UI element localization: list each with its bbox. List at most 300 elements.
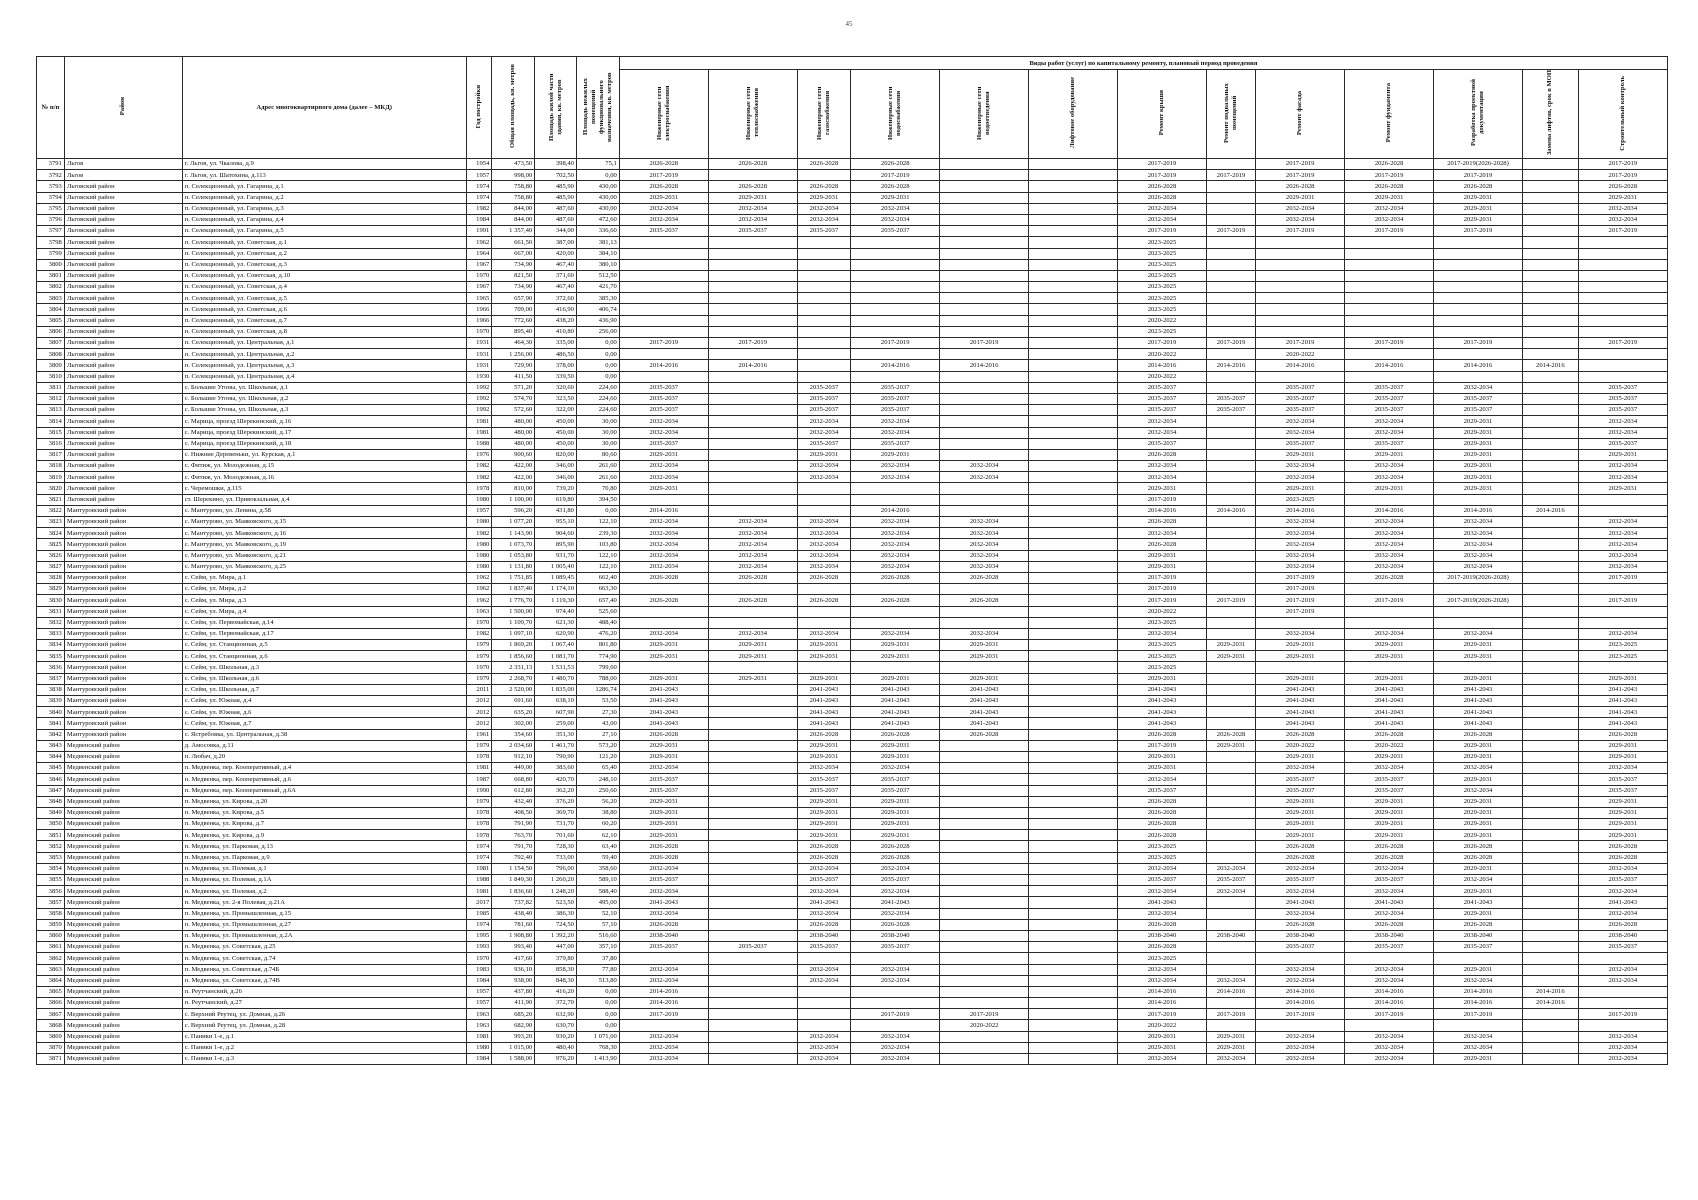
address-cell: п. Селекционный, ул. Центральная, д.2 <box>182 349 466 360</box>
work-period-cell <box>1029 785 1118 796</box>
work-period-cell: 2026-2028 <box>1345 852 1434 863</box>
work-period-cell <box>708 684 797 695</box>
work-period-cell <box>1522 628 1578 639</box>
work-period-cell: 2029-2031 <box>797 830 851 841</box>
nonres-area-cell: 394,50 <box>576 494 619 505</box>
work-period-cell: 2014-2016 <box>1206 360 1255 371</box>
nonres-area-cell: 488,40 <box>576 617 619 628</box>
work-type-label: Инженерные сети теплоснабжения <box>744 86 760 140</box>
living-area-cell: 467,40 <box>535 259 577 270</box>
district-cell: Льговский район <box>64 494 182 505</box>
row-number: 3826 <box>37 550 65 561</box>
work-period-cell <box>940 159 1029 170</box>
work-period-cell <box>708 606 797 617</box>
work-period-cell: 2029-2031 <box>1256 819 1345 830</box>
row-number: 3814 <box>37 416 65 427</box>
address-cell: с. Марица, проезд Шерекинский, д.18 <box>182 438 466 449</box>
work-period-cell: 2035-2037 <box>1345 785 1434 796</box>
work-period-cell <box>708 371 797 382</box>
work-period-cell: 2029-2031 <box>797 640 851 651</box>
address-cell: с. Сейм, ул. Школьная, д.7 <box>182 684 466 695</box>
col-total-area-label: Общая площадь, кв. метров <box>509 64 517 149</box>
work-period-cell: 2020-2022 <box>1345 740 1434 751</box>
nonres-area-cell: 63,40 <box>576 841 619 852</box>
work-period-cell: 2029-2031 <box>1434 461 1523 472</box>
work-period-cell: 2029-2031 <box>708 651 797 662</box>
table-row <box>37 807 1668 818</box>
work-period-cell: 2017-2019 <box>1256 226 1345 237</box>
work-period-cell <box>797 584 851 595</box>
work-period-cell <box>1578 494 1667 505</box>
living-area-cell: 1 119,30 <box>535 595 577 606</box>
table-row <box>37 203 1668 214</box>
living-area-cell: 930,20 <box>535 1031 577 1042</box>
work-period-cell: 2041-2043 <box>619 684 708 695</box>
work-period-cell <box>1345 282 1434 293</box>
work-period-cell: 2041-2043 <box>1118 897 1207 908</box>
table-row <box>37 393 1668 404</box>
work-period-cell: 2041-2043 <box>940 696 1029 707</box>
year-cell: 2012 <box>466 696 492 707</box>
work-period-cell: 2035-2037 <box>619 875 708 886</box>
work-period-cell <box>1029 584 1118 595</box>
total-area-cell: 729,90 <box>492 360 535 371</box>
work-period-cell: 2017-2019 <box>1256 584 1345 595</box>
work-period-cell <box>1206 998 1255 1009</box>
table-body <box>37 159 1668 1065</box>
work-period-cell <box>1345 315 1434 326</box>
row-number: 3817 <box>37 449 65 460</box>
work-period-cell: 2032-2034 <box>1434 382 1523 393</box>
work-period-cell: 2038-2040 <box>797 930 851 941</box>
living-area-cell: 733,00 <box>535 852 577 863</box>
nonres-area-cell: 70,80 <box>576 483 619 494</box>
work-period-cell: 2026-2028 <box>1345 159 1434 170</box>
table-row <box>37 248 1668 259</box>
district-cell: Льговский район <box>64 259 182 270</box>
work-period-cell: 2041-2043 <box>1118 696 1207 707</box>
work-period-cell <box>797 304 851 315</box>
work-period-cell <box>708 584 797 595</box>
nonres-area-cell: 476,20 <box>576 628 619 639</box>
nonres-area-cell: 588,40 <box>576 886 619 897</box>
year-cell: 1976 <box>466 449 492 460</box>
work-period-cell: 2014-2016 <box>940 360 1029 371</box>
living-area-cell: 480,40 <box>535 1042 577 1053</box>
work-period-cell <box>1029 270 1118 281</box>
work-period-cell <box>1434 315 1523 326</box>
work-period-cell: 2026-2028 <box>1118 919 1207 930</box>
col-total-area-header <box>492 57 535 159</box>
year-cell: 1963 <box>466 1009 492 1020</box>
row-number: 3853 <box>37 852 65 863</box>
year-cell: 1974 <box>466 841 492 852</box>
work-period-cell: 2041-2043 <box>1256 707 1345 718</box>
work-period-cell <box>708 875 797 886</box>
year-cell: 1982 <box>466 461 492 472</box>
work-period-cell: 2032-2034 <box>851 517 940 528</box>
work-period-cell <box>1522 393 1578 404</box>
work-period-cell: 2020-2022 <box>1118 349 1207 360</box>
table-row <box>37 919 1668 930</box>
work-period-cell: 2041-2043 <box>1434 696 1523 707</box>
work-period-cell <box>940 248 1029 259</box>
district-cell: Льговский район <box>64 371 182 382</box>
work-period-cell <box>1522 606 1578 617</box>
nonres-area-cell: 336,60 <box>576 226 619 237</box>
table-row <box>37 1020 1668 1031</box>
table-row <box>37 1054 1668 1065</box>
work-period-cell: 2032-2034 <box>940 472 1029 483</box>
table-row <box>37 382 1668 393</box>
row-number: 3810 <box>37 371 65 382</box>
work-period-cell <box>1029 830 1118 841</box>
work-period-cell: 2032-2034 <box>1578 886 1667 897</box>
work-period-cell: 2035-2037 <box>797 785 851 796</box>
work-period-cell: 2017-2019 <box>1578 1009 1667 1020</box>
work-period-cell: 2032-2034 <box>1256 763 1345 774</box>
nonres-area-cell: 121,20 <box>576 751 619 762</box>
work-period-cell: 2035-2037 <box>1206 393 1255 404</box>
address-cell: п. Реутчанский, д.26 <box>182 986 466 997</box>
work-period-cell <box>1522 349 1578 360</box>
row-number: 3798 <box>37 237 65 248</box>
district-cell: Медвенский район <box>64 953 182 964</box>
living-area-cell: 320,60 <box>535 382 577 393</box>
work-period-cell <box>619 494 708 505</box>
work-period-cell <box>1029 159 1118 170</box>
nonres-area-cell: 430,00 <box>576 203 619 214</box>
work-period-cell <box>940 170 1029 181</box>
work-period-cell <box>619 259 708 270</box>
work-period-cell: 2026-2028 <box>1578 729 1667 740</box>
year-cell: 1931 <box>466 349 492 360</box>
table-row <box>37 908 1668 919</box>
work-period-cell <box>1434 248 1523 259</box>
total-area-cell: 993,20 <box>492 1031 535 1042</box>
work-period-cell <box>797 1020 851 1031</box>
work-period-cell: 2020-2022 <box>1256 740 1345 751</box>
row-number: 3820 <box>37 483 65 494</box>
work-period-cell: 2017-2019 <box>1345 338 1434 349</box>
work-period-cell <box>1029 461 1118 472</box>
work-period-cell: 2032-2034 <box>797 427 851 438</box>
total-area-cell: 895,40 <box>492 326 535 337</box>
work-period-cell <box>940 740 1029 751</box>
living-area-cell: 369,70 <box>535 807 577 818</box>
work-period-cell <box>797 248 851 259</box>
work-period-cell: 2032-2034 <box>1434 550 1523 561</box>
address-cell: с. Сейм, ул. Мира, д.1 <box>182 572 466 583</box>
table-row <box>37 550 1668 561</box>
living-area-cell: 351,30 <box>535 729 577 740</box>
table-row <box>37 483 1668 494</box>
work-period-cell: 2032-2034 <box>797 214 851 225</box>
address-cell: п. Медвенка, ул. Парковая, д.9 <box>182 852 466 863</box>
work-period-cell <box>1029 192 1118 203</box>
work-period-cell: 2032-2034 <box>1578 472 1667 483</box>
table-row <box>37 729 1668 740</box>
table-row <box>37 449 1668 460</box>
district-cell: Льговский район <box>64 237 182 248</box>
nonres-area-cell: 421,70 <box>576 282 619 293</box>
work-period-cell <box>1029 953 1118 964</box>
work-period-cell <box>1578 584 1667 595</box>
address-cell: с. Марица, проезд Шерекинский, д.16 <box>182 416 466 427</box>
living-area-cell: 702,50 <box>535 170 577 181</box>
district-cell: Льговский район <box>64 483 182 494</box>
work-period-cell <box>708 718 797 729</box>
total-area-cell: 1 109,70 <box>492 617 535 628</box>
work-period-cell <box>797 293 851 304</box>
nonres-area-cell: 0,00 <box>576 360 619 371</box>
work-period-cell: 2032-2034 <box>1434 561 1523 572</box>
total-area-cell: 900,60 <box>492 449 535 460</box>
work-period-cell: 2035-2037 <box>1118 405 1207 416</box>
work-period-cell: 2026-2028 <box>619 159 708 170</box>
nonres-area-cell: 358,60 <box>576 863 619 874</box>
table-row <box>37 461 1668 472</box>
work-period-cell: 2035-2037 <box>851 785 940 796</box>
row-number: 3869 <box>37 1031 65 1042</box>
living-area-cell: 701,60 <box>535 830 577 841</box>
work-type-header <box>1206 70 1255 159</box>
work-period-cell: 2035-2037 <box>619 942 708 953</box>
district-cell: Мантуровский район <box>64 550 182 561</box>
work-period-cell <box>851 326 940 337</box>
work-period-cell: 2035-2037 <box>1256 942 1345 953</box>
work-period-cell: 2035-2037 <box>708 226 797 237</box>
work-period-cell: 2035-2037 <box>1345 405 1434 416</box>
total-area-cell: 993,40 <box>492 942 535 953</box>
col-district-label: Район <box>119 97 127 116</box>
work-period-cell: 2014-2016 <box>1256 986 1345 997</box>
work-period-cell: 2026-2028 <box>1118 942 1207 953</box>
work-period-cell: 2029-2031 <box>1434 751 1523 762</box>
year-cell: 1981 <box>466 763 492 774</box>
work-period-cell <box>1206 964 1255 975</box>
work-period-cell: 2029-2031 <box>1434 203 1523 214</box>
living-area-cell: 790,90 <box>535 751 577 762</box>
row-number: 3811 <box>37 382 65 393</box>
table-row <box>37 774 1668 785</box>
work-period-cell: 2029-2031 <box>1434 416 1523 427</box>
work-period-cell: 2029-2031 <box>1578 830 1667 841</box>
row-number: 3846 <box>37 774 65 785</box>
work-period-cell: 2029-2031 <box>1434 449 1523 460</box>
work-period-cell: 2017-2019 <box>1578 572 1667 583</box>
living-area-cell: 848,30 <box>535 975 577 986</box>
work-period-cell <box>1029 807 1118 818</box>
nonres-area-cell: 589,10 <box>576 875 619 886</box>
district-cell: Мантуровский район <box>64 595 182 606</box>
work-period-cell <box>708 830 797 841</box>
work-period-cell <box>1522 405 1578 416</box>
living-area-cell: 630,70 <box>535 1020 577 1031</box>
work-period-cell: 2014-2016 <box>1522 998 1578 1009</box>
living-area-cell: 386,30 <box>535 908 577 919</box>
address-cell: с. Мантурово, ул. Маяковского, д.16 <box>182 528 466 539</box>
living-area-cell: 322,00 <box>535 405 577 416</box>
work-period-cell <box>1029 841 1118 852</box>
nonres-area-cell: 0,00 <box>576 1009 619 1020</box>
work-period-cell <box>708 1009 797 1020</box>
living-area-cell: 619,80 <box>535 494 577 505</box>
district-cell: Медвенский район <box>64 975 182 986</box>
work-period-cell <box>1029 751 1118 762</box>
col-year-label: Год постройки <box>474 84 482 129</box>
year-cell: 1981 <box>466 1031 492 1042</box>
work-period-cell <box>1578 360 1667 371</box>
work-period-cell <box>708 785 797 796</box>
work-period-cell <box>1522 203 1578 214</box>
work-period-cell: 2017-2019 <box>1578 226 1667 237</box>
district-cell: Медвенский район <box>64 919 182 930</box>
work-period-cell <box>1345 606 1434 617</box>
work-period-cell: 2029-2031 <box>797 807 851 818</box>
work-period-cell <box>619 584 708 595</box>
work-period-cell: 2032-2034 <box>851 550 940 561</box>
table-row <box>37 270 1668 281</box>
work-period-cell <box>1434 953 1523 964</box>
total-area-cell: 432,40 <box>492 796 535 807</box>
year-cell: 1970 <box>466 270 492 281</box>
work-period-cell <box>619 237 708 248</box>
year-cell: 1979 <box>466 673 492 684</box>
work-period-cell: 2029-2031 <box>1345 830 1434 841</box>
work-period-cell: 2029-2031 <box>1256 751 1345 762</box>
district-cell: Льговский район <box>64 214 182 225</box>
work-period-cell <box>1522 1020 1578 1031</box>
work-period-cell: 2032-2034 <box>1345 203 1434 214</box>
work-period-cell: 2032-2034 <box>797 539 851 550</box>
total-area-cell: 691,60 <box>492 696 535 707</box>
work-period-cell <box>851 494 940 505</box>
work-period-cell <box>1522 651 1578 662</box>
work-period-cell <box>1345 270 1434 281</box>
total-area-cell: 2 331,13 <box>492 662 535 673</box>
work-period-cell: 2035-2037 <box>1118 393 1207 404</box>
work-period-cell <box>1029 237 1118 248</box>
work-period-cell <box>708 405 797 416</box>
work-type-header <box>797 70 851 159</box>
address-cell: п. Селекционный, ул. Советская, д.7 <box>182 315 466 326</box>
work-type-label: Ремонт фундамента <box>1385 83 1393 143</box>
work-period-cell: 2017-2019 <box>1118 494 1207 505</box>
work-period-cell: 2032-2034 <box>797 517 851 528</box>
work-period-cell: 2026-2028 <box>1434 841 1523 852</box>
work-period-cell <box>1029 819 1118 830</box>
address-cell: с. Сейм, ул. Станционная, д.6 <box>182 651 466 662</box>
work-period-cell <box>1434 270 1523 281</box>
total-area-cell: 791,70 <box>492 841 535 852</box>
year-cell: 1962 <box>466 595 492 606</box>
work-period-cell: 2032-2034 <box>1256 472 1345 483</box>
work-period-cell: 2017-2019 <box>851 170 940 181</box>
work-period-cell: 2017-2019 <box>1118 159 1207 170</box>
work-period-cell: 2014-2016 <box>1434 986 1523 997</box>
work-type-header <box>1522 70 1578 159</box>
year-cell: 2017 <box>466 897 492 908</box>
nonres-area-cell: 43,00 <box>576 718 619 729</box>
year-cell: 1992 <box>466 405 492 416</box>
page-number: 45 <box>845 20 853 28</box>
living-area-cell: 376,20 <box>535 796 577 807</box>
living-area-cell: 638,10 <box>535 696 577 707</box>
address-cell: с. Сейм, ул. Школьная, д.3 <box>182 662 466 673</box>
work-period-cell: 2041-2043 <box>619 718 708 729</box>
work-period-cell <box>708 315 797 326</box>
work-period-cell: 2017-2019(2026-2028) <box>1434 595 1523 606</box>
year-cell: 1982 <box>466 472 492 483</box>
work-period-cell <box>1029 293 1118 304</box>
work-period-cell <box>1029 729 1118 740</box>
nonres-area-cell: 0,00 <box>576 371 619 382</box>
work-period-cell: 2032-2034 <box>851 1054 940 1065</box>
work-period-cell <box>708 237 797 248</box>
work-period-cell: 2017-2019 <box>1206 338 1255 349</box>
work-period-cell: 2029-2031 <box>1256 449 1345 460</box>
living-area-cell: 1 260,20 <box>535 875 577 886</box>
district-cell: Льговский район <box>64 293 182 304</box>
work-period-cell <box>1206 774 1255 785</box>
work-period-cell: 2029-2031 <box>1434 807 1523 818</box>
work-period-cell: 2032-2034 <box>1118 461 1207 472</box>
living-area-cell: 362,20 <box>535 785 577 796</box>
work-period-cell <box>1206 942 1255 953</box>
year-cell: 1984 <box>466 975 492 986</box>
work-period-cell: 2026-2028 <box>708 159 797 170</box>
work-period-cell: 2035-2037 <box>1206 405 1255 416</box>
district-cell: Льговский район <box>64 226 182 237</box>
work-type-label: Инженерные сети водоснабжения <box>887 86 903 140</box>
work-period-cell <box>1206 326 1255 337</box>
work-period-cell <box>1029 360 1118 371</box>
address-cell: с. Черемошки, д.115 <box>182 483 466 494</box>
work-period-cell <box>1522 427 1578 438</box>
work-period-cell <box>1029 617 1118 628</box>
work-period-cell: 2029-2031 <box>1118 483 1207 494</box>
work-period-cell <box>940 807 1029 818</box>
work-period-cell: 2029-2031 <box>619 640 708 651</box>
total-area-cell: 473,50 <box>492 159 535 170</box>
living-area-cell: 1 081,70 <box>535 651 577 662</box>
address-cell: п. Селекционный, ул. Центральная, д.1 <box>182 338 466 349</box>
total-area-cell: 758,80 <box>492 181 535 192</box>
work-period-cell: 2032-2034 <box>619 550 708 561</box>
year-cell: 1980 <box>466 539 492 550</box>
work-period-cell <box>1522 953 1578 964</box>
work-period-cell: 2032-2034 <box>1345 628 1434 639</box>
work-period-cell: 2023-2025 <box>1578 640 1667 651</box>
work-period-cell: 2032-2034 <box>1434 1042 1523 1053</box>
work-period-cell: 2032-2034 <box>1345 763 1434 774</box>
work-period-cell: 2026-2028 <box>1118 729 1207 740</box>
nonres-area-cell: 406,74 <box>576 304 619 315</box>
work-period-cell <box>1029 964 1118 975</box>
work-period-cell <box>708 248 797 259</box>
work-period-cell <box>1256 248 1345 259</box>
work-period-cell: 2041-2043 <box>1256 718 1345 729</box>
work-period-cell <box>940 584 1029 595</box>
work-period-cell <box>797 349 851 360</box>
work-period-cell <box>1029 304 1118 315</box>
address-cell: п. Селекционный, ул. Советская, д.10 <box>182 270 466 281</box>
work-period-cell: 2020-2022 <box>1118 606 1207 617</box>
nonres-area-cell: 380,10 <box>576 259 619 270</box>
living-area-cell: 379,80 <box>535 953 577 964</box>
work-period-cell <box>1522 807 1578 818</box>
